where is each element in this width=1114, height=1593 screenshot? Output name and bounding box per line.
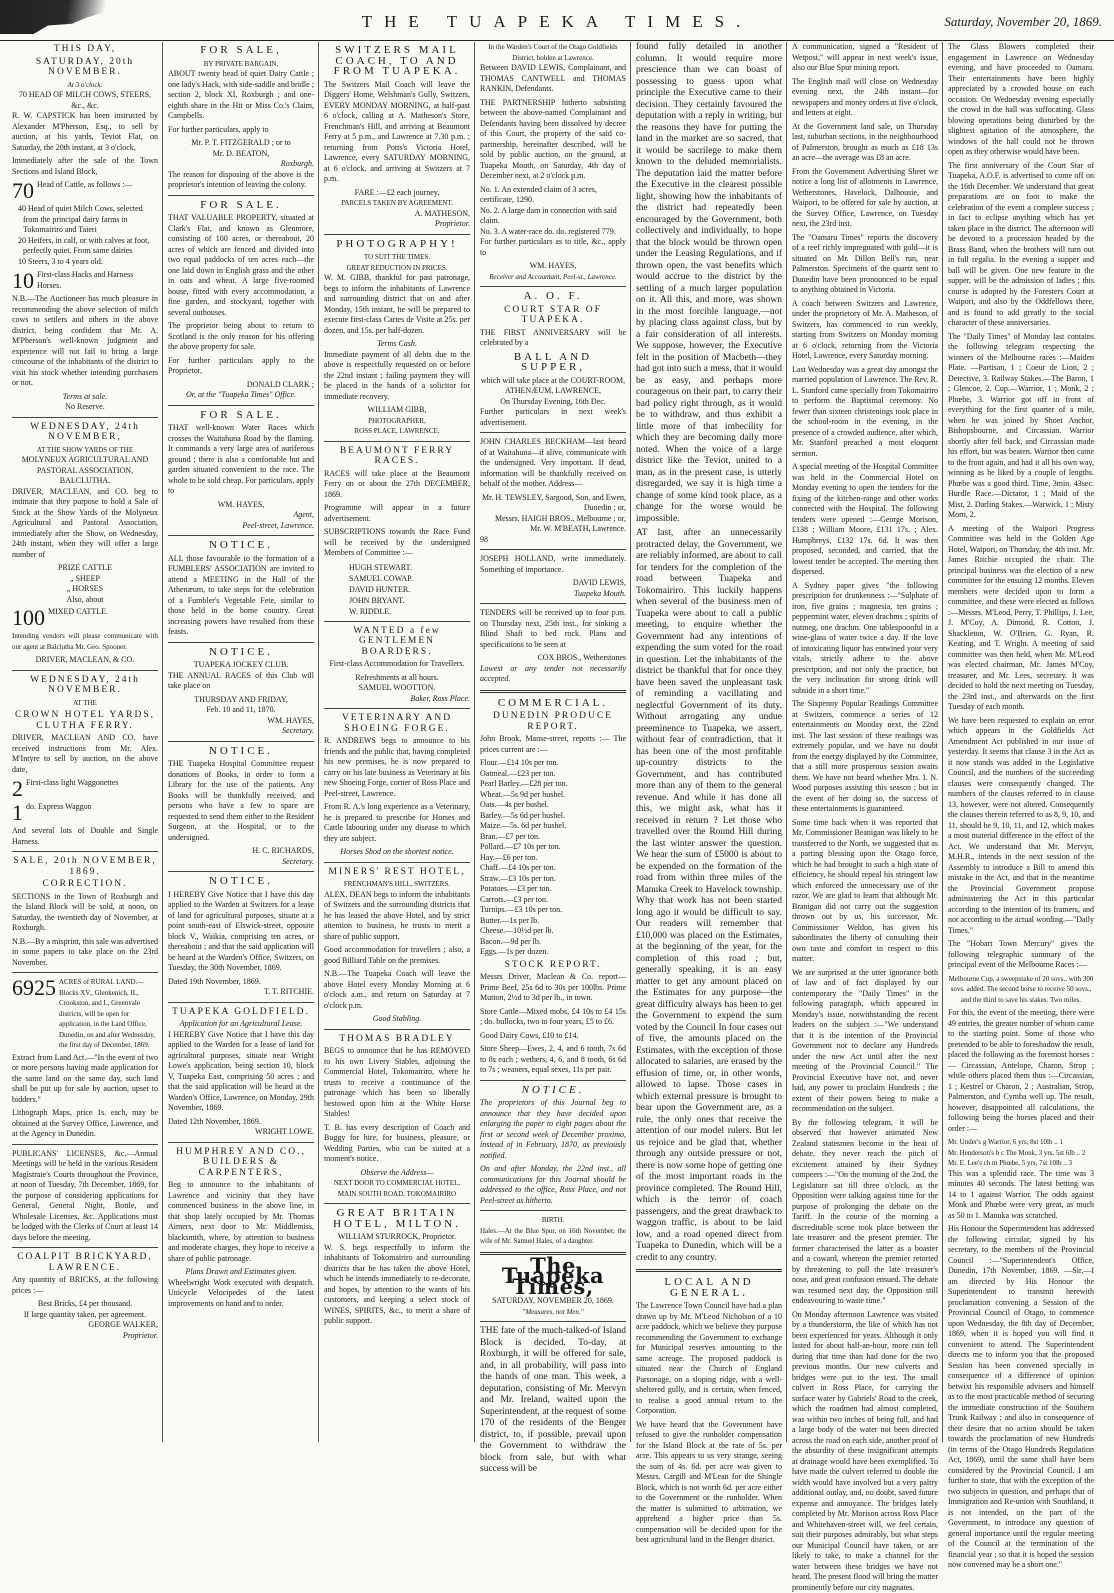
sale-date: SATURDAY, 20th NOVEMBER.	[12, 57, 158, 78]
price-line: Cheese.—10½d per lb.	[480, 926, 626, 937]
column-2	[164, 42, 319, 1442]
price-line: Barley.—5s 6d per bushel.	[480, 811, 626, 822]
divider	[324, 1203, 470, 1204]
court-heading: In the Warden's Court of the Otago Goldfields District, holden at Lawrence.	[480, 42, 626, 63]
ad-title: SWITZERS MAIL COACH, TO AND FROM TUAPEKA.	[324, 45, 470, 77]
news-item: The "Oamaru Times" reports the discovery of a reef richly impregnated with gold—it is situated on Mr. Dillon Bell's run, near Palmerston. Specimens of the quartz sent to Dunedin have been pronounced to be equal to anything obtained in Victoria.	[792, 233, 938, 296]
ad-body: The proprietors of this Journal beg to announce that they have decided upon enlarging the paper to eight pages about the first or second week of December proximo, instead of in February, 1870, as previously notified.	[480, 1098, 626, 1161]
race-result: Mr. Henderson's b c The Monk, 3 yrs, 5st 6lb .. 2	[948, 1148, 1094, 1159]
signature: Mr. D. BEATON,	[168, 149, 314, 160]
ad-body: BEGS to announce that he has REMOVED to his own Livery Stables, adjoining the Commercial Hotel, Tokomairiro, where he trusts to receive a continuance of the patronage which has been so liberally bestowed upon him at the White Horse Stables!	[324, 1046, 470, 1120]
address-line: Mr. W. M'BEATH, Lawrence.	[480, 524, 626, 535]
ad-title: MINERS' REST HOTEL,	[324, 867, 470, 878]
ad-body: For further particulars as to title, &c., apply to	[480, 237, 626, 258]
list-item: „ HORSES	[12, 584, 158, 595]
ad-body: THE PARTNERSHIP hitherto subsisting between the above-named Complainant and Defendants having been dissolved by decree of this Court, the property of the said co-partnership, hereinafter described, will be sold by public auction, on the ground, at Tuapeka Mouth, on Saturday, 4th day of December next, at 2 o'clock p.m.	[480, 98, 626, 182]
ad-title: BEAUMONT FERRY RACES.	[324, 446, 470, 467]
ad-title: HUMPHREY AND CO., BUILDERS & CARPENTERS,	[168, 1147, 314, 1179]
price-line: Wheat.—5s 9d per bushel.	[480, 790, 626, 801]
ad-title: FOR SALE,	[168, 45, 314, 56]
ad-note: Good Stabling.	[324, 1014, 470, 1025]
divider	[168, 535, 314, 536]
ad-body: N.B.—By a misprint, this sale was advertised in some papers to take place on the 23rd November.	[12, 937, 158, 969]
ad-body: THE FIRST ANNIVERSARY will be celebrated by a	[480, 328, 626, 349]
list-item: „ SHEEP	[12, 574, 158, 585]
divider	[324, 441, 470, 442]
ad-body: N.B.—The Tuapeka Coach will leave the above Hotel every Monday Morning at 6 o'clock a.m., and return on Saturday at 7 o'clock p.m.	[324, 969, 470, 1011]
news-item: For this, the event of the meeting, there were 49 entries, the greater number of whom came to the starting point. Some of those who pretended to be able to foreshadow the result, placed the following as the foremost horses :— Circassian, Antelope, Charon, Strop ; while others placed them thus :—Circassian, 1 ; Kestrel or Charon, 2 ; Australian, Strop, Palmerston, and Cymba well up. The result, however, disappointed all calculations, the following being the horses placed and their order :—	[948, 1008, 1094, 1134]
lot-desc: First-class Hacks and Harness Horses.	[37, 270, 158, 291]
column-5	[632, 42, 787, 1442]
list-item: No. 1. An extended claim of 3 acres, certificate, 1290.	[480, 185, 626, 206]
signature: SAMUEL WOOTTON.	[324, 683, 470, 694]
divider	[12, 972, 158, 973]
ad-body: DRIVER, MACLEAN AND CO. have received instructions from Mr. Alex. M'Intyre to sell by auction, on the above date,	[12, 733, 158, 775]
news-item: A communication, signed a "Resident of Wetpost," will appear in next week's issue, also our Blue Spur mining report.	[792, 42, 938, 74]
ad-body: Extract from Land Act.—"In the event of two or more persons having made application for the same land on the same day, such land shall be put up for sale by auction, upset to bidders."	[12, 1053, 158, 1106]
column-4	[476, 42, 631, 1442]
lot	[12, 180, 158, 202]
list-item: No. 2. A large dam in connection with said claim.	[480, 206, 626, 227]
reserve: No Reserve.	[12, 402, 158, 413]
news-item: This was a splendid race. The time was 3 minutes 40 seconds. The latest betting was 14 to 1 against Warrior. The odds against Monk and Phœbe were very great, as much as 50 to 1. Manuka was scratched.	[948, 1169, 1094, 1222]
divider	[324, 621, 470, 622]
sale-date: WEDNESDAY, 24th NOVEMBER,	[12, 422, 158, 443]
divider	[480, 1210, 626, 1211]
divider	[168, 195, 314, 196]
ad-note: Observe the Address—	[324, 1168, 470, 1179]
ad-subtitle: TO SUIT THE TIMES.	[324, 252, 470, 263]
ad-dated: Dated 12th November, 1869.	[168, 1117, 314, 1128]
lot	[12, 607, 158, 629]
address-line: Messrs. HAIGH BROS., Melbourne ; or,	[480, 514, 626, 525]
news-item: We are surprised at the utter ignorance both of law and of fact displayed by our contemporary the "Daily Times" in the following paragraph, which appeared in Monday's issue, notwithstanding the recent leaders on the subject :—"We understand that it is the intention of the Provincial Government not to declare any Hundreds under the new Act until after the next meeting of the Provincial Council." The Provincial Executive have not, and never had, any power to proclaim Hundreds ; the extent of their powers being to make a recommendation on the subject.	[792, 968, 938, 1115]
notice-title: NOTICE.	[168, 876, 314, 887]
divider	[168, 871, 314, 872]
price-line: Bacon.—9d per lb.	[480, 937, 626, 948]
news-item: A special meeting of the Hospital Committee was held in the Commercial Hotel on Monday evening to open the tenders for the fixing of the kitchen-range and other works connected with the Hospital. The following tenders were opened :—George Morison, £138 ; William Moore, £131 17s. ; Alex. Humphreys, £132 17s. 6d. It was then proposed, seconded, and carried, that the lowest tender be accepted. The meeting then dispersed.	[792, 462, 938, 578]
news-item: By the following telegram, it will be observed that however animated New Zealand statesmen become in the heat of debate, they never reach the pitch of excitement attained by their Sydney compeers :—"On the morning of the 2nd, the Legislature sat till three o'clock, as the Opposition were talking against time for the purpose of prolonging the debate on the Tariff. In the course of the morning a discreditable scene took place between the late treasurer and the present premier. The former characterised the latter as a boaster and a coward, whereon the premier retorted by threatening to pull the late treasurer's nose, and great confusion ensued. The debate was resumed next day, the Opposition still endeavouring to waste time."	[792, 1118, 938, 1307]
price-line: Turnips.—£3 10s per ton.	[480, 905, 626, 916]
price-line: Bran.—£7 per ton.	[480, 832, 626, 843]
list-item: 10 Steers, 3 to 4 years old.	[18, 257, 158, 268]
sale-place: CROWN HOTEL YARDS, CLUTHA FERRY.	[12, 710, 158, 731]
ad-body: I HEREBY Give Notice that I have this day applied to the Warden for a lease of land for agricultural purposes, situate near Wright Lowe's application, being section 10, block V, Tuapeka East, comprising 50 acres ; and that the said application will be heard at the Warden's Office, Lawrence, on Monday, 29th November, 1869.	[168, 1030, 314, 1114]
masthead	[0, 0, 1114, 41]
news-item: The "Hobart Town Mercury" gives the following telegraphic summary of the principal event of the Melbourne Races :—	[948, 939, 1094, 971]
signature: COX BROS., Wetherstones	[480, 653, 626, 664]
editorial-body: found fully detailed in another column. It would require more prescience than we can boast of possessing to guess upon what principle the Executive came to their decision. They certainly favoured the deputation with a reply in writing, but the reasons they have for putting the land in the market are so sacred, that it would be sacrilege to make them known to the deluded memorialists. The deputation laid the matter before the Executive in the clearest possible light, showing how the inhabitants of the district had repeatedly been encouraged by the Government, both collectively and individually, to hope that the block would be thrown open under the Leasing Regulations, and if thrown open, the vast benefits which would accrue to the district by the settling of a much larger population on it. All this, and more, was shown in the most forcible language,—not by placing class against class, but by a fair consideration of all interests. We suppose, however, the Executive felt in the position of Macbeth—they had got into such a mess, that it would be as easy, and perhaps more courageous on their part, to carry their bad policy right through, as it would be to withdraw, and thus exhibit a little more of that imbecility for which they are becoming daily more noted. When the voice of a large district like the Teviot, united to a man, as in the present case, is utterly disregarded, we say it is high time a change of some kind took place, as a change for the worse would be impossible.	[636, 42, 782, 525]
news-item: On Monday afternoon Lawrence was visited by a thunderstorm, the like of which has not been experienced for years. Although it only lasted for about half-an-hour, more rain fell during that time than had done for the two previous months. Our new culverts and bridges were put to the test. The small culvert in Ross Place, for carrying the surface water by Gabriels' Road to the creek, which the roadmen had almost completed, was within two inches of being full, and had a large body of the water not been directed across the road on each side, another proof of the absurdity of these insignificant attempts at drainage would have been exemplified. To have made the culvert referred to double the width would have involved but a very paltry additional outlay, and, no doubt, saved future expense and annoyance. The bridges lately completed by Mr. Morison across Ross Place and Whitehaven-street will, we feel certain, suit their purposes admirably, but what steps our Municipal Council have taken, or are likely to take, to make a channel for the water between these bridges we have not heard. The present flood will bring the matter prominently before our city magnates.	[792, 1310, 938, 1593]
price-line: Oatmeal.—£23 per ton.	[480, 769, 626, 780]
notice-title: NOTICE.	[168, 746, 314, 757]
signature: GEORGE WALKER,	[12, 1320, 158, 1331]
ad-body: THAT well-known Water Races which crosses the Waitahuna Road by the flaming. It commands a very large area of auriferous ground ; there is also a comfortable hut and garden situated convenient to the race. The whole to be sold cheap. For particulars, apply to	[168, 423, 314, 497]
ad-body: Messrs Driver, Maclean & Co. report— Prime Beef, 25s 6d to 30s per 100lbs. Prime Mutton, 2½d to 3d per lb., in town.	[480, 972, 626, 1004]
ad-body: For further particulars, apply to	[168, 125, 314, 136]
ad-title: TUAPEKA GOLDFIELD.	[168, 1007, 314, 1018]
ad-body: For further particulars apply to the Proprietor,	[168, 356, 314, 377]
sale-time: At 3 o'clock.	[12, 80, 158, 91]
ad-title: WANTED a few GENTLEMEN BOARDERS.	[324, 626, 470, 658]
column-6	[788, 42, 943, 1442]
ad-dated: Dated 19th November, 1869.	[168, 977, 314, 988]
event-days: THURSDAY AND FRIDAY,	[168, 695, 314, 706]
ad-note: Refreshments at all hours.	[324, 673, 470, 684]
sale-title: 70 HEAD OF MILCH COWS, STEERS, &c., &c.	[12, 90, 158, 111]
sale-head: THIS DAY,	[12, 44, 158, 55]
ad-body: First-class Accommodation for Travellers.	[324, 659, 470, 670]
ad-body: ABOUT twenty head of quiet Dairy Cattle ; one lady's Hack, with side-saddle and bridle ; section 2, block XI, Roxburgh ; and one-eighth share in the Hit or Miss Co.'s Claim, Campbells.	[168, 69, 314, 122]
price-line: Oats.—4s per bushel.	[480, 800, 626, 811]
signature: WILLIAM STURROCK, Proprietor.	[324, 1232, 470, 1243]
event-date: Feb. 10 and 11, 1870.	[168, 705, 314, 716]
editorial-body: THE fate of the much-talked-of Island Block is decided. To-day, at Roxburgh, it will be offered for sale, and, in all probability, will pass into the hands of one man. This week, a deputation, consisting of Mr. Mervyn and Mr. Ireland, waited upon the Superintendent, at the request of some 170 of the residents of the Benger district, to, if possible, prevail upon the Government to withdraw the block from sale, but with what success will be	[480, 1326, 626, 1476]
column-1	[8, 42, 163, 1442]
signature-place: Tuapeka Mouth.	[480, 589, 626, 600]
news-item: Some time back when it was reported that Mr. Commissioner Beanigan was likely to be transferred to the North, we suggested that as a parting blessing upon the Otago force, which he had brought to such a high state of efficiency, he should repeal his stringent law which enforced the unnecessary use of the razor. We are glad to learn that although Mr. Branigan did not carry out the suggestion thrown out by us, his successor, Mr. Commissioner Weldon, has given his subordinates the liberty of consulting their own taste and comfort in respect to this matter.	[792, 818, 938, 965]
ad-body: THE Tuapeka Hospital Committee request donations of Books, in order to form a Library for the use of the patients. Any Books will be thankfully received, and persons who have a few to spare are requested to send them either to the Resident Surgeon, at the Hospital, or to the undersigned.	[168, 759, 314, 843]
ad-title: PHOTOGRAPHY!	[324, 239, 470, 250]
signature: A. MATHESON,	[324, 209, 470, 220]
divider	[168, 642, 314, 643]
ad-body: Good accommodation for travellers ; also, a good Billiard Table on the premises.	[324, 945, 470, 966]
price-line: If large quantity taken, per agreement.	[12, 1310, 158, 1321]
committee-list	[349, 562, 470, 617]
divider	[324, 1029, 470, 1030]
news-item: We have heard that the Government have refused to give the runholder compensation for the Island Block at the rate of 5s. per acre. This appears to us very strange, seeing the sum of 4s. 6d. per acre was given to Messrs. Cargill and M'Lean for the Shingle Block, which is not worth 6d. per acre either to the Government or the runholder. When the matter is submitted to arbitration, we apprehend a higher price than 5s. compensation will be decided upon for the best agricultural land in the Benger district.	[636, 1420, 782, 1546]
news-item: The Glass Blowers completed their engagement in Lawrence on Wednesday evening, and have proceeded to Oamaru. Their entertainments have been highly appreciated by a crowded house on each occasion. On Wednesday evening especially the crowd in the hall was suffocating. Glass blowing operations being disturbed by the slightest agitation of the atmosphere, the windows of the hall could not be thrown open as they otherwise would have been.	[948, 42, 1094, 158]
signature: DAVID LEWIS,	[480, 578, 626, 589]
divider	[480, 1080, 626, 1081]
signature-role: Secretary.	[168, 857, 314, 868]
fare: FARE :—£2 each journey.	[324, 188, 470, 199]
price-line: Pollard.—£7 10s per ton.	[480, 842, 626, 853]
list-item: W. RIDDLE.	[349, 606, 470, 617]
signature: H. C. RICHARDS,	[168, 846, 314, 857]
section-title: COMMERCIAL.	[480, 698, 626, 709]
lot-number: 2	[12, 778, 23, 800]
price-line: Flour.—£14 10s per ton.	[480, 758, 626, 769]
also: Also, about	[12, 595, 158, 606]
notice-title: NOTICE.	[480, 1085, 626, 1096]
sale-at: AT THE	[12, 698, 158, 709]
divider	[168, 741, 314, 742]
ad-note: Terms Cash.	[324, 339, 470, 350]
divider	[480, 603, 626, 604]
news-item: His Honour the Superintendent has addressed the following circular, signed by his secretary, to the members of the Provincial Council :—"Superintendent's Office, Dunedin, 17th November, 1869. —Sir,—I am directed by His Honour the Superintendent to transmit herewith proclamation convening a Session of the Provincial Council of Otago, to commence upon Wednesday, the 8th day of December, 1869, when it is hoped you will find it convenient to attend. The Superintendent directs me to inform you that the proposed Session has been convened specially in consequence of a difference of opinion betwixt his responsible advisers and himself as to the most practicable method of securing the immediate construction of the Southern Trunk Railway ; and also in consequence of their desire that no action should be taken towards the proclamation of new Hundreds (in terms of the Otago Hundreds Regulation Act, 1869), until the same shall have been considered by the Provincial Council. I am further to state, that with the exception of the two subjects in question, and perhaps that of Immigration and Re-union with Southland, it is not intended, on the part of the Government, to introduce any question of general importance until the regular meeting of the Council at the termination of the financial year ; so that it is hoped the session now convened may be a short one."	[948, 1224, 1094, 1571]
sale-date: WEDNESDAY, 24th NOVEMBER.	[12, 675, 158, 696]
ad-note: Or, at the "Tuapeka Times" Office.	[168, 390, 314, 401]
newspaper-columns	[8, 42, 1108, 1442]
price-list	[480, 758, 626, 958]
price-line: Hay.—£6 per ton.	[480, 853, 626, 864]
signature: WRIGHT LOWE.	[168, 1127, 314, 1138]
news-item: The English mail will close on Wednesday evening next, the 24th instant—for newspapers and money orders at five o'clock, and letters at eight.	[792, 77, 938, 119]
event-place: which will take place at the COURT-ROOM, ATHENÆUM, LAWRENCE,	[480, 376, 626, 397]
ad-body: I HEREBY Give Notice that I have this day applied to the Warden at Switzers for a lease of land for agricultural purposes, situate at a point south-east of Elswick-street, opposite block V., Waikia, comprising ten acres, or thereabout ; and that the said application will be heard at the Warden's Office, Switzers, on Tuesday, the 30th November, 1869.	[168, 890, 314, 974]
ad-body: And several lots of Double and Single Harness.	[12, 826, 158, 847]
lot-desc: ACRES of RURAL LAND.— Blocks XV., Glenkenich, II., Crookston, and I., Greenvale districts, will be open for application, in the Land Office, Dunedin, on and after Wednesday, the first day of December, 1869.	[59, 977, 158, 1051]
sale-place: MOLYNEUX AGRICULTURAL AND PASTORAL ASSOCIATION, BALCLUTHA.	[12, 455, 158, 487]
news-item: At the Government land sale, on Thursday last, suburban sections, in the neighbourhood of Palmerston, brought as much as £18 13s an acre—the average was £8 an acre.	[792, 122, 938, 164]
divider	[168, 405, 314, 406]
race-result: Mr. E. Lee's ch m Phœbe, 5 yrs, 7st 10lb .. 3	[948, 1158, 1094, 1169]
ad-subtitle: COURT STAR OF TUAPEKA.	[480, 305, 626, 326]
ad-body: JOHN CHARLES BECKHAM—last heard of at Waitahuna—if alive, communicate with the undersigned. Very important. If dead, information will be thankfully received on behalf of the mother. Address—	[480, 437, 626, 490]
report-title: STOCK REPORT.	[480, 960, 626, 971]
terms: Terms at sale.	[12, 392, 158, 403]
ad-note: Plans Drawn and Estimates given.	[168, 1267, 314, 1278]
sale-at: AT THE SHOW YARDS OF THE	[12, 445, 158, 456]
ad-body: Store Cattle—Mixed mobs, £4 10s to £4 15s ; do. bullocks, two to four years, £5 to £6.	[480, 1007, 626, 1028]
signature-place: Roxburgh.	[168, 159, 314, 170]
column-7	[944, 42, 1098, 1442]
ad-subtitle: FRENCHMAN'S HILL, SWITZERS.	[324, 879, 470, 890]
ad-body: Wheelwright Work executed with despatch. Unicycle Velocipedes of the latest improvements on hand and to order.	[168, 1278, 314, 1310]
divider	[480, 690, 626, 693]
ad-body: Immediately after the sale of the Town Sections and Island Block,	[12, 156, 158, 177]
paper-motto: "Measures, not Men."	[480, 1307, 626, 1318]
list-item: No. 3. A water-race do. do. registered 779.	[480, 227, 626, 238]
divider	[168, 1002, 314, 1003]
ad-body: Any quantity of BRICKS, at the following prices :—	[12, 1275, 158, 1296]
ad-body: TENDERS will be received up to four p.m. on Thursday next, 25th inst., for sinking a Blind Shaft to bed rock. Plans and specifications to be seen at	[480, 608, 626, 650]
signature-role: Agent,	[168, 510, 314, 521]
lot	[12, 802, 158, 824]
lot-desc: Head of Cattle, as follows :—	[37, 180, 133, 191]
news-item: The "Daily Times" of Monday last contains the following telegram respecting the winners of the Melbourne races :—Maiden Plate. —Partisan, 1 ; Coeur de Lion, 2 ; Detective, 3. Railway Stakes.—The Baron, 1 ; Glencoe, 2. Cup.—Warrior, 1 ; Monk, 2 ; Phœbe, 3. Warrior got off in front of everything for the first quarter of a mile, when he was joined by Shoet Anchor, Bishopsbourne, and Circassian. Warrior shortly after fell back, and Circassian made his effort, but was beaten. Warrior then came to the front again, and had it all his own way, winning as he liked by a couple of lengths. Phœbe was a good third. Time, 3min. 43sec. Hurdle Race.—Dictator, 1 ; Maid of the Mist, 2. Darling Stakes.—Warwick, 1 ; Misty Morn, 2.	[948, 332, 1094, 521]
news-item: A coach between Switzers and Lawrence, under the proprietory of Mr. A. Matheson, of Switzers, has commenced to run weekly, starting from Switzers on Monday morning at 6 o'clock, returning from the Victoria Hotel, Lawrence, every Saturday morning.	[792, 299, 938, 362]
ad-note: Intending vendors will please communicate with our agent at Balclutha Mr. Geo. Spooner.	[12, 631, 158, 652]
divider	[480, 286, 626, 287]
birth-title: BIRTH.	[480, 1215, 626, 1226]
ad-title: A. O. F.	[480, 291, 626, 302]
lot-number: 100	[12, 607, 45, 629]
ad-body: Good Dairy Cows, £10 to £14.	[480, 1031, 626, 1042]
price-line: Straw.—£3 10s per ton.	[480, 874, 626, 885]
signature: DRIVER, MACLEAN, & CO.	[12, 655, 158, 666]
list-item: 40 Head of quiet Milch Cows, selected from the principal dairy farms in Tokomairiro and Taieri	[18, 204, 158, 236]
signature: WM. HAYES,	[168, 500, 314, 511]
ad-note: Horses Shod on the shortest notice.	[324, 847, 470, 858]
ad-title: COALPIT BRICKYARD, LAWRENCE.	[12, 1252, 158, 1273]
ad-body: ALEX. DEAN begs to inform the inhabitants of Switzers and the surrounding districts that he has leased the above Hotel, and by strict attention to business, he trusts to merit a share of public support.	[324, 890, 470, 943]
news-item: The first anniversary of the Court Star of Tuapeka, A.O.F. is advertised to come off on the 16th December. We understand that great preparations are on foot to make the celebration of the event a complete success ; in fact to eclipse anything which has yet taken place in the district. The afternoon will be devoted to a procession headed by the Brass Band, when the brothers will turn out in full regalia. In the evening a supper and ball will be given. One new feature in the supper, will be the admission of ladies ; this course is adopted by the Foresters Court at Waipori, and also by the Oddfellows there, and is found to add greatly to the social character of these anniversaries.	[948, 161, 1094, 329]
masthead-title: THE TUAPEKA TIMES.	[0, 12, 1114, 32]
ad-body: Lithograph Maps, price 1s. each, may be obtained at the Survey Office, Lawrence, and at the Agency in Dunedin.	[12, 1108, 158, 1140]
news-item: Last Wednesday was a great day amongst the married population of Lawrence. The Rev. R. L. Stanford came specially from Tokomairiro to perform the Baptismal ceremony. No fewer than sixteen christenings took place in the school-room in the evening, in the presence of a crowded audience, after which, Mr. Stanford preached a most eloquent sermon.	[792, 365, 938, 460]
ad-body: Hales.—At the Blue Spur, on 16th November, the wife of Mr. Samuel Hales, of a daughter.	[480, 1226, 626, 1247]
ad-body: R. W. CAPSTICK has been instructed by Alexander M'Pherson, Esq., to sell by auction, at his yards, Teviot Flat, on Saturday, the 20th instant, at 3 o'clock,	[12, 111, 158, 153]
lot	[12, 270, 158, 292]
lot	[12, 977, 158, 1051]
price-line: Eggs.—1s per dozen.	[480, 947, 626, 958]
report-title: DUNEDIN PRODUCE REPORT.	[480, 711, 626, 732]
section-title: LOCAL AND GENERAL.	[636, 1277, 782, 1298]
ad-body: Beg to announce to the inhabitants of Lawrence and vicinity that they have commenced business in the above line, in that shop lately occupied by Mr. Thomas Aimers, next door to Mr. Middlemiss, blacksmith, where, by attention to business and moderate charges, they hope to receive a share of public patronage.	[168, 1180, 314, 1264]
lot-number: 1	[12, 802, 23, 824]
correction-title: CORRECTION.	[12, 879, 158, 890]
signature: T. T. RITCHIE.	[168, 987, 314, 998]
notice-title: NOTICE.	[168, 540, 314, 551]
ad-body: The proprietor being about to return to Scotland is the only reason for his offering the above property for sale.	[168, 321, 314, 353]
signature-place: Peel-street, Lawrence.	[168, 521, 314, 532]
signature-role: Receiver and Accountant, Peel-st., Lawrence.	[480, 272, 626, 283]
divider	[480, 1321, 626, 1322]
ad-title: THOMAS BRADLEY	[324, 1034, 470, 1045]
ad-title: FOR SALE.	[168, 410, 314, 421]
ad-body: The reason for disposing of the above is the proprietor's intention of leaving the colony.	[168, 170, 314, 191]
ad-body: Immediate payment of all debts due to the above is respectfully requested on or before the 22nd instant ; failing payment they will be placed in the hands of a solicitor for immediate recovery.	[324, 350, 470, 403]
news-item: The Lawrence Town Council have had a plan drawn up by Mr. M'Leod Nicholson of a 10 acre paddock, which we believe they purpose recommending the Government to exchange for Municipal reserves amounting to the same acreage. The proposed paddock is situated near the Church of England Parsonage, on a sloping ridge, with a well-sheltered gully, and is certain, when fenced, to realise a good annual return to the Corporation.	[636, 1301, 782, 1417]
ad-body: On and after Monday, the 22nd inst., all communications for this Journal should be addressed to the office, Ross Place, and not Peel-street as hitherto.	[480, 1164, 626, 1206]
divider	[480, 549, 626, 550]
event-date: On Thursday Evening, 16th Dec.	[480, 397, 626, 408]
ad-note: Lowest or any tender not necessarily accepted.	[480, 664, 626, 685]
ad-body: The Switzers Mail Coach will leave the Diggers' Home, Welshman's Gully, Switzers, EVERY MONDAY MORNING, at half-past 6 o'clock, calling at A. Matheson's Store, Frenchman's Hill, and arriving at Beaumont Ferry at 5 p.m., and Lawrence at 7.30 p.m. ; returning from Potts's Victoria Hotel, Lawrence, every SATURDAY MORNING, at 6 o'clock, and arriving at Switzers at 7 p.m.	[324, 80, 470, 185]
price-line: Chaff.—£4 10s per ton.	[480, 863, 626, 874]
ad-body: DRIVER, MACLEAN, and CO. beg to intimate that they purpose to hold a Sale of Stock at the Show Yards of the Molyneux Agricultural and Pastoral Association, immediately after the Show, on Wednesday, 24th instant, when they will offer a large number of	[12, 487, 158, 561]
ad-body: THAT VALUABLE PROPERTY, situated at Clark's Flat, and known as Glenmore, consisting of 100 acres, or thereabout, 20 acres of which are fenced and divided into two equal paddocks of ten acres each—the one laid down in English grass and the other in oats and wheat. A large five-roomed house, fitted with every accommodation, a fine garden, and stockyard, together with several outhouses.	[168, 213, 314, 318]
list-item: PRIZE CATTLE	[12, 563, 158, 574]
race-result: Mr. Under's g Warrior, 6 yrs, 8st 10lb .. 1	[948, 1137, 1094, 1148]
ad-body: RACES will take place at the Beaumont Ferry on or about the 27th DECEMBER, 1869.	[324, 469, 470, 501]
ad-subtitle: Application for an Agricultural Lease.	[168, 1019, 314, 1030]
sale-date: SALE, 20th NOVEMBER, 1869.	[12, 856, 158, 877]
divider	[12, 1144, 158, 1145]
divider	[12, 851, 158, 852]
divider	[480, 432, 626, 433]
paper-title: The Tuapeka Times,	[480, 1261, 626, 1293]
divider	[168, 1142, 314, 1143]
signature-role: PHOTOGRAPHER,	[324, 416, 470, 427]
lot-number: 6925	[12, 977, 56, 999]
masthead-date: Saturday, November 20, 1869.	[944, 14, 1102, 30]
ad-body: Further particulars in next week's advertisement.	[480, 407, 626, 428]
ad-number: 98	[480, 535, 626, 546]
ad-subtitle: BY PRIVATE BARGAIN,	[168, 59, 314, 70]
signature: DONALD CLARK ;	[168, 380, 314, 391]
news-item: From the Government Advertising Sheet we notice a long list of allotments in Lawrence, Wetherstones, Havelock, Dalhousie, and Waipori, to be offered for sale by auction, at the Survey Office, Lawrence, on Tuesday next, the 23rd inst.	[792, 167, 938, 230]
ad-body: R. ANDREWS begs to announce to his friends and the public that, having completed his new premises, he is now prepared to carry on his late business as Veterinary at his new Shoeing Forge, corner of Ross Place and Peel-street, Lawrence.	[324, 736, 470, 799]
signature: WILLIAM GIBB,	[324, 405, 470, 416]
list-item: 20 Heifers, in calf, or with calves at foot, perfectly quiet. From same dairies	[18, 236, 158, 257]
ad-title: VETERINARY AND SHOEING FORGE.	[324, 713, 470, 734]
divider	[324, 708, 470, 709]
lot-desc: MIXED CATTLE.	[48, 607, 108, 618]
ad-body: THE ANNUAL RACES of this Club will take place on	[168, 671, 314, 692]
lot-desc: First-class light Waggonettes	[26, 778, 119, 789]
ad-note: PARCELS TAKEN BY AGREEMENT.	[324, 198, 470, 209]
price-line: Maize.—5s. 6d per bushel.	[480, 821, 626, 832]
ad-body: N.B.—The Auctioneer has much pleasure in recommending the above selection of milch cows to settlers and others in the above district, being confident that Mr. A. M'Pherson's well-known judgment and experience will not fail to bring a large concourse of the inhabitants of the district to visit his stock whether intending purchasers or not.	[12, 294, 158, 389]
price-line: Best Bricks, £4 per thousand.	[12, 1299, 158, 1310]
list-item: SAMUEL COWAP.	[349, 573, 470, 584]
divider	[12, 1247, 158, 1248]
list-item: DAVID HUNTER.	[349, 584, 470, 595]
lot	[12, 778, 158, 800]
lot-number: 70	[12, 180, 34, 202]
price-line: Potatoes.—£3 per ton.	[480, 884, 626, 895]
signature-place: Baker, Ross Place.	[324, 694, 470, 705]
ad-subtitle: GREAT REDUCTION IN PRICES.	[324, 263, 470, 274]
address-line: Mr. H. TEWSLEY, Sargood, Son, and Ewen, Dunedin ; or,	[480, 493, 626, 514]
signature-place: ROSS PLACE, LAWRENCE.	[324, 426, 470, 437]
signature-role: Secretary.	[168, 726, 314, 737]
ad-body: John Brook, Manse-street, reports :— The prices current are :—	[480, 734, 626, 755]
price-line: Pearl Barley.—£28 per ton.	[480, 779, 626, 790]
divider	[324, 234, 470, 235]
ad-body: From R. A.'s long experience as a Veterinary, he is prepared to prescribe for Horses and Cattle labouring under any disease to which they are subject.	[324, 802, 470, 844]
column-3	[320, 42, 475, 1442]
ad-body: W. S. begs respectfully to inform the inhabitants of Tokomairiro and surrounding districts that he has taken the above Hotel, which he intends immediately to re-decorate, and hopes, by attention to the wants of his customers, and keeping a select stock of WINES, SPIRITS, &c., to merit a share of public support.	[324, 1243, 470, 1327]
price-line: Butter.—1s per lb.	[480, 916, 626, 927]
news-item: A meeting of the Waipori Progress Committee was held in the Golden Age Hotel, Waipori, on Thursday, the 4th inst. Mr. James Ritchie occupied the chair. The principal business was the election of a new committee for the ensuing 12 months. Eleven members were decided upon to form a committee, and these were elected as follows :—Messrs. M'Leod, Perry, T. Phillips, J. Lee, J. M'Coy, A. Dimond, R. Cotton, J. Shackleton, W. O'Brien, G. Ryan, R. Keating, and T. Wright. A meeting of said committee was then held, when Mr. M'Leod was elected chairman, Mr. James M'Coy, treasurer, and Mr. Lees, secretary. It was decided to hold the next meeting on Tuesday, the 23rd inst., and afterwards on the first Tuesday of each month.	[948, 524, 1094, 713]
paper-date: SATURDAY, NOVEMBER 20, 1869.	[480, 1296, 626, 1307]
signature: WM. HAYES,	[480, 261, 626, 272]
ad-body: JOSEPH HOLLAND, write immediately. Something of importance.	[480, 554, 626, 575]
ad-body: ALL those favourable to the formation of a FUMBLERS' ASSOCIATION are invited to attend a MEETING in the Hall of the Athenæum, to take steps for the celebration of a Fumbler's Vegetable Fete, similar to those held in the home country. Great increasing powers have resulted from these feasts.	[168, 554, 314, 638]
race-conditions: Melbourne Cup, a sweepstake of 20 sovs., with 300 sovs. added. The second horse to receive 50 sovs., and the third to save his stakes. Two miles.	[948, 974, 1094, 1006]
lot-desc: do. Express Waggon	[26, 802, 92, 813]
news-item: We have been requested to explain an error which appears in the Goldfields Act Amendment Act published in our issue of yesterday. It seems that clause 3 in the Act as it now stands was added in the Legislative Council, and the numbers of the succeeding clauses were consequently changed. The numbers of the clauses referred to in clause 13, however, were not altered. Consequently the clauses therein referred to as 8, 9, 10, and 11, should be 9, 10, 11, and 12, which makes a most material difference in the effect of the Act. We understand that Mr. Mervyn, M.H.R., intends in the next session of the Assembly to introduce a Bill to amend this mistake in the Act, and that in the meantime the Provincial Government propose administering the Act in this particular according to the intention of its framers, and not according to the actual wording.—"Daily Times."	[948, 716, 1094, 937]
event-name: BALL AND SUPPER,	[480, 352, 626, 373]
news-item: A Sydney paper gives "the following prescription for drunkenness :—"Sulphate of iron, five grains ; magnesia, ten grains ; peppermint water, eleven drachms ; spirits of nutmeg, one drachm. One tablespoonful in a wine-glass of water twice a day. If the love of intoxicating liquor has entwined your very vitals, strictly adhere to the above prescription, and not only the practice, but the very inclination for strong drink will subside in a short time."	[792, 581, 938, 697]
divider	[636, 1269, 782, 1272]
signature-role: Proprietor.	[12, 1331, 158, 1342]
price-line: Carrots.—£3 per ton.	[480, 895, 626, 906]
ad-title: FOR SALE.	[168, 200, 314, 211]
signature: WM. HAYES,	[168, 716, 314, 727]
ad-body: Between DAVID LEWIS, Complainant, and THOMAS CANTWELL and THOMAS RANKIN, Defendants.	[480, 63, 626, 95]
ad-address: NEXT DOOR TO COMMERCIAL HOTEL, MAIN SOUTH ROAD, TOKOMAIRIRO	[324, 1178, 470, 1199]
editorial-body: AT last, after an unnecessarily protracted delay, the Government, we are reliably informed, are about to call for tenders for the completion of the road between Tuapeka and Tokomairiro. This luckily happens when several of the business men of Tuapeka were about to call a public meeting, to enquire whether the Government had any intentions of expending the sum voted for the road in question. Let the inhabitants of the district be thankful that for once they have been saved the unpleasant task of reminding a vacillating and neglectful Government of its duty. Without arrogating any undue preeminence to Tuapeka, we assert, without fear of contradiction, that it has been one of the most profitable up-country districts to the Government, and has contributed more than any of them to the general revenue. And while it has done all this, we might ask, what has it received in return ? Let those who travelled over the Round Hill during the last winter answer the question. We hear the sum of £5000 is about to be expended on the formation of the road from within three miles of the Manuka Creek to Havelock township. Why that work has not been started long ago it would be difficult to say. Our readers will remember that £10,000 was placed on the Estimates, at the beginning of the year, for the completion of this road ; but, generally speaking, it is an easy matter to get any amount placed on the Estimates for any purpose—the great difficulty always has been to get the Government to expend the sum voted by the Council In four cases out of five, the amounts placed on the Estimates, with the exception of those allocated to salaries, are erased by the effusion of time, or, in other words, allowed to lapse. Those cases in which external pressure is brought to bear upon the Government are, as a rule, the only ones that receive the attention of our model rulers. But let us rejoice and be glad that, whether through any outside pressure or not, there is now some hope of getting one of the most important roads in the province completed. The Round Hill, which is the terror of coach passengers, and the great drawback to waggon traffic, is about to be laid low, and a road opened direct from Tuapeka to Dunedin, which will be a credit to any country.	[636, 528, 782, 1264]
ad-body: Programme will appear in a future advertisement.	[324, 503, 470, 524]
ad-body: SUBSCRIPTIONS towards the Race Fund will be received by the undersigned Members of Committee :—	[324, 527, 470, 559]
lot-number: 10	[12, 270, 34, 292]
signature: Mr. P. T. FITZGERALD ; or to	[168, 138, 314, 149]
ad-body: SECTIONS in the Town of Roxburgh and the Island Block will be sold, at noon, on Saturday, the twentieth day of November, at Roxburgh.	[12, 892, 158, 934]
divider	[324, 862, 470, 863]
ad-title: GREAT BRITAIN HOTEL, MILTON.	[324, 1208, 470, 1229]
signature-role: Proprietor.	[324, 219, 470, 230]
ad-body: PUBLICANS' LICENSES, &c.—Annual Meetings will be held in the various Resident Magistrate's Courts throughout the Province, at noon of Tuesday, 7th December, 1869, for the purpose of considering applications for General, General Night, Bottle, and Wholesale Licenses, &c. Applications must be lodged with the Clerks of Court at least 14 days before the meeting.	[12, 1149, 158, 1244]
ad-body: T. B. has every description of Coach and Buggy for hire, for business, pleasure, or Wedding Parties, who can be suited at a moment's notice.	[324, 1123, 470, 1165]
ad-body: Store Sheep—Ewes, 2, 4, and 6 tooth, 7s 6d to 8s each ; wethers, 4, 6, and 8 tooth, 6s 6d to 7s ; weaners, equal sexes, 11s per pair.	[480, 1044, 626, 1076]
lot-list	[18, 204, 158, 267]
ad-title: TUAPEKA JOCKEY CLUB.	[168, 660, 314, 671]
notice-title: NOTICE.	[168, 647, 314, 658]
divider	[12, 417, 158, 418]
list-item: JOHN BRYANT.	[349, 595, 470, 606]
divider	[12, 670, 158, 671]
news-item: The Sixpenny Popular Readings Committee at Switzers, commence a series of 12 entertainments on Monday next, the 22nd inst. The last session of these readings was extremely popular, and we have no doubt from the energy displayed by the Committee, that a still more prosperous session awaits them. We have not heard whether Mrs. I. N. Wood purposes assisting this season ; but in the event of her doing so, the success of these entertainments is guaranteed.	[792, 699, 938, 815]
ad-body: W. M. GIBB, thankful for past patronage, begs to inform the inhabitants of Lawrence and surrounding district that on and after Monday, 15th instant, he will be prepared to execute first-class Cartes de Visite at 25s. per dozen, and 15s. per half-dozen.	[324, 273, 470, 336]
list-item: HUGH STEWART.	[349, 562, 470, 573]
